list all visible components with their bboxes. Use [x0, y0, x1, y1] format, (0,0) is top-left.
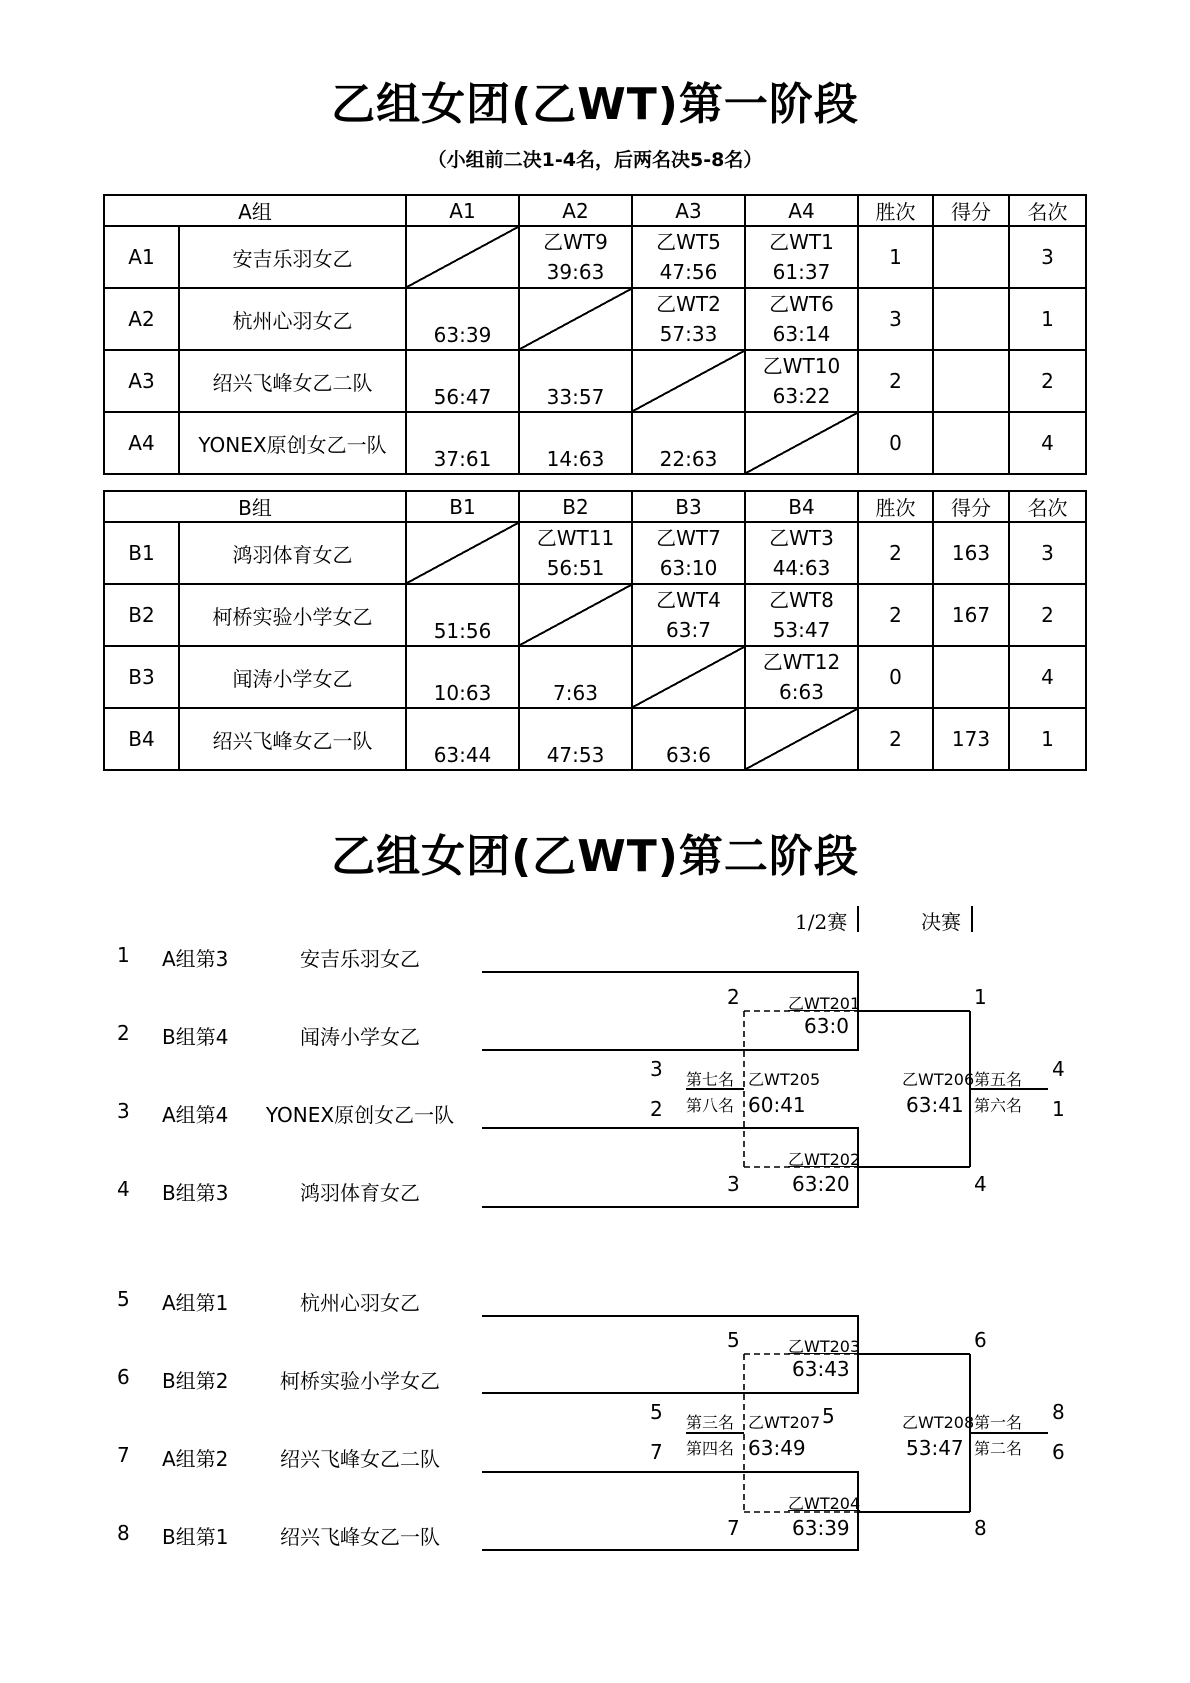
m208-second: 6: [1052, 1440, 1065, 1464]
team-name: 杭州心羽女乙: [179, 288, 406, 350]
rank-cell: 4: [1009, 646, 1086, 708]
team-id: B2: [104, 584, 179, 646]
seed-team: 绍兴飞峰女乙二队: [280, 1447, 440, 1471]
score-cell: 173: [933, 708, 1009, 770]
seed-team: YONEX原创女乙一队: [265, 1103, 455, 1127]
team-id: B4: [104, 708, 179, 770]
wins-cell: 1: [858, 226, 933, 288]
col-header-a2: A2: [519, 195, 632, 226]
match-score: 63:10: [659, 556, 718, 580]
seed-position: B组第1: [162, 1525, 229, 1549]
seed-number: 6: [117, 1365, 130, 1389]
match-cell: [632, 226, 745, 288]
match-code: 乙WT6: [769, 292, 834, 316]
match-code: 乙WT1: [769, 230, 834, 254]
rank-cell: 1: [1009, 708, 1086, 770]
m206-bottom-in: 4: [974, 1172, 987, 1196]
m205-place-b: 第八名: [686, 1096, 735, 1115]
match-cell: [632, 522, 745, 584]
team-name: 绍兴飞峰女乙一队: [179, 708, 406, 770]
team-name: YONEX原创女乙一队: [179, 412, 406, 474]
team-name: 绍兴飞峰女乙二队: [179, 350, 406, 412]
diagonal-cell: [632, 646, 745, 708]
diagonal-cell: [745, 708, 858, 770]
m207-first: 5: [650, 1400, 663, 1424]
m208-code: 乙WT208: [902, 1413, 975, 1432]
m208-place-b: 第二名: [974, 1439, 1023, 1458]
m206-code: 乙WT206: [902, 1070, 975, 1089]
match-score: 53:47: [772, 618, 831, 642]
match-result-cell: [406, 412, 519, 474]
score-cell: [933, 288, 1009, 350]
match-score: 47:53: [546, 743, 605, 767]
seed-team: 绍兴飞峰女乙一队: [280, 1525, 440, 1549]
score-cell: 167: [933, 584, 1009, 646]
match-score: 56:51: [546, 556, 605, 580]
col-header-rank: 名次: [1009, 195, 1086, 226]
seed-number: 8: [117, 1521, 130, 1545]
team-row: [104, 522, 1086, 584]
team-row: [104, 412, 1086, 474]
match-cell: [632, 584, 745, 646]
m205-score: 60:41: [748, 1093, 806, 1117]
match-code: 乙WT7: [656, 526, 721, 550]
match-cell: [745, 350, 858, 412]
group-b-header: B组: [104, 491, 406, 522]
match-code: 乙WT10: [762, 354, 841, 378]
seed-team: 杭州心羽女乙: [300, 1291, 420, 1315]
seed-position: A组第1: [162, 1291, 229, 1315]
m208-first: 8: [1052, 1400, 1065, 1424]
team-id: A2: [104, 288, 179, 350]
match-result-cell: [406, 350, 519, 412]
m204-score: 63:39: [792, 1516, 850, 1540]
match-score: 10:63: [433, 681, 492, 705]
match-score: 57:33: [659, 322, 718, 346]
col-header-wins: 胜次: [858, 491, 933, 522]
score-cell: [933, 646, 1009, 708]
team-row: [104, 350, 1086, 412]
score-cell: [933, 350, 1009, 412]
m206-top-in: 1: [974, 985, 987, 1009]
m203-winner: 5: [727, 1328, 740, 1352]
match-score: 63:44: [433, 743, 492, 767]
match-score: 7:63: [553, 681, 598, 705]
match-result-cell: [632, 412, 745, 474]
wins-cell: 0: [858, 412, 933, 474]
group-a-header: A组: [104, 195, 406, 226]
col-header-b3: B3: [632, 491, 745, 522]
match-cell: [745, 646, 858, 708]
stage1-subtitle: （小组前二决1-4名，后两名决5-8名）: [427, 149, 763, 171]
round-final-label: 决赛: [921, 910, 961, 934]
seed-team: 闻涛小学女乙: [300, 1025, 420, 1049]
m202-score: 63:20: [792, 1172, 850, 1196]
diagonal-cell: [745, 412, 858, 474]
col-header-a3: A3: [632, 195, 745, 226]
seed-number: 2: [117, 1021, 130, 1045]
m207-place-a: 第三名: [686, 1413, 735, 1432]
team-id: A4: [104, 412, 179, 474]
seed-number: 1: [117, 943, 130, 967]
match-result-cell: [406, 584, 519, 646]
m201-winner: 2: [727, 985, 740, 1009]
m205-code: 乙WT205: [748, 1070, 821, 1089]
match-score: 47:56: [659, 260, 718, 284]
match-result-cell: [632, 708, 745, 770]
wins-cell: 3: [858, 288, 933, 350]
match-result-cell: [519, 708, 632, 770]
col-header-score: 得分: [933, 491, 1009, 522]
rank-cell: 2: [1009, 350, 1086, 412]
col-header-wins: 胜次: [858, 195, 933, 226]
diagonal-cell: [519, 288, 632, 350]
diagonal-cell: [406, 522, 519, 584]
match-score: 39:63: [546, 260, 605, 284]
round-semi-label: 1/2赛: [795, 910, 848, 934]
m207-score: 63:49: [748, 1436, 806, 1460]
match-cell: [632, 288, 745, 350]
match-score: 22:63: [659, 447, 718, 471]
seed-position: A组第2: [162, 1447, 229, 1471]
m206-place-b: 第六名: [974, 1096, 1023, 1115]
match-score: 61:37: [772, 260, 831, 284]
wins-cell: 2: [858, 708, 933, 770]
team-name: 鸿羽体育女乙: [179, 522, 406, 584]
m203-code: 乙WT203: [788, 1337, 861, 1356]
rank-cell: 4: [1009, 412, 1086, 474]
team-row: [104, 584, 1086, 646]
match-code: 乙WT8: [769, 588, 834, 612]
match-code: 乙WT4: [656, 588, 721, 612]
wins-cell: 2: [858, 350, 933, 412]
m205-second: 2: [650, 1097, 663, 1121]
m206-second: 1: [1052, 1097, 1065, 1121]
rank-cell: 3: [1009, 226, 1086, 288]
m206-score: 63:41: [906, 1093, 964, 1117]
score-cell: [933, 412, 1009, 474]
match-code: 乙WT12: [762, 650, 841, 674]
seed-position: B组第3: [162, 1181, 229, 1205]
seed-position: A组第3: [162, 947, 229, 971]
m207-place-b: 第四名: [686, 1439, 735, 1458]
diagonal-cell: [406, 226, 519, 288]
m201-score: 63:0: [804, 1014, 849, 1038]
team-row: [104, 708, 1086, 770]
match-score: 63:22: [772, 384, 831, 408]
m208-top-in: 6: [974, 1328, 987, 1352]
diagonal-cell: [632, 350, 745, 412]
match-code: 乙WT2: [656, 292, 721, 316]
seed-number: 3: [117, 1099, 130, 1123]
m206-place-a: 第五名: [974, 1070, 1023, 1089]
match-result-cell: [519, 412, 632, 474]
m201-code: 乙WT201: [788, 994, 861, 1013]
col-header-a4: A4: [745, 195, 858, 226]
col-header-b4: B4: [745, 491, 858, 522]
col-header-a1: A1: [406, 195, 519, 226]
seed-position: B组第4: [162, 1025, 229, 1049]
team-row: [104, 226, 1086, 288]
seed-team: 柯桥实验小学女乙: [280, 1369, 440, 1393]
match-cell: [519, 226, 632, 288]
m204-winner: 7: [727, 1516, 740, 1540]
match-cell: [519, 522, 632, 584]
col-header-rank: 名次: [1009, 491, 1086, 522]
seed-position: A组第4: [162, 1103, 229, 1127]
m203-score: 63:43: [792, 1357, 850, 1381]
match-score: 44:63: [772, 556, 831, 580]
match-code: 乙WT9: [543, 230, 608, 254]
match-result-cell: [519, 646, 632, 708]
match-score: 37:61: [433, 447, 492, 471]
seed-position: B组第2: [162, 1369, 229, 1393]
m207-second: 7: [650, 1440, 663, 1464]
m202-winner: 3: [727, 1172, 740, 1196]
m207-code: 乙WT207: [748, 1413, 821, 1432]
score-cell: 163: [933, 522, 1009, 584]
match-score: 6:63: [779, 680, 824, 704]
m205-place-a: 第七名: [686, 1070, 735, 1089]
score-cell: [933, 226, 1009, 288]
match-score: 63:6: [666, 743, 711, 767]
match-result-cell: [406, 646, 519, 708]
m206-first: 4: [1052, 1057, 1065, 1081]
seed-team: 鸿羽体育女乙: [300, 1181, 420, 1205]
team-id: A1: [104, 226, 179, 288]
team-id: B1: [104, 522, 179, 584]
match-result-cell: [519, 350, 632, 412]
team-row: [104, 646, 1086, 708]
team-name: 闻涛小学女乙: [179, 646, 406, 708]
wins-cell: 2: [858, 584, 933, 646]
match-result-cell: [406, 288, 519, 350]
match-score: 14:63: [546, 447, 605, 471]
match-cell: [745, 288, 858, 350]
match-score: 33:57: [546, 385, 605, 409]
stage2-title: 乙组女团(乙WT)第二阶段: [331, 831, 859, 882]
team-id: B3: [104, 646, 179, 708]
match-score: 56:47: [433, 385, 492, 409]
seed-number: 4: [117, 1177, 130, 1201]
match-code: 乙WT11: [536, 526, 615, 550]
m208-score: 53:47: [906, 1436, 964, 1460]
rank-cell: 1: [1009, 288, 1086, 350]
group-b-table: [103, 490, 1087, 771]
team-name: 安吉乐羽女乙: [179, 226, 406, 288]
m208-place-a: 第一名: [974, 1413, 1023, 1432]
wins-cell: 2: [858, 522, 933, 584]
match-cell: [745, 584, 858, 646]
m202-code: 乙WT202: [788, 1150, 861, 1169]
col-header-b2: B2: [519, 491, 632, 522]
rank-cell: 2: [1009, 584, 1086, 646]
match-code: 乙WT5: [656, 230, 721, 254]
match-result-cell: [406, 708, 519, 770]
diagonal-cell: [519, 584, 632, 646]
match-cell: [745, 226, 858, 288]
m205-first: 3: [650, 1057, 663, 1081]
match-cell: [745, 522, 858, 584]
match-score: 63:39: [433, 323, 492, 347]
match-score: 63:14: [772, 322, 831, 346]
stage1-title: 乙组女团(乙WT)第一阶段: [331, 79, 859, 130]
col-header-b1: B1: [406, 491, 519, 522]
team-name: 柯桥实验小学女乙: [179, 584, 406, 646]
team-row: [104, 288, 1086, 350]
match-score: 51:56: [433, 619, 492, 643]
rank-cell: 3: [1009, 522, 1086, 584]
wins-cell: 0: [858, 646, 933, 708]
match-score: 63:7: [666, 618, 711, 642]
col-header-score: 得分: [933, 195, 1009, 226]
group-a-table: [103, 194, 1087, 475]
team-id: A3: [104, 350, 179, 412]
seed-number: 7: [117, 1443, 130, 1467]
m207-extra: 5: [822, 1404, 835, 1428]
m208-bottom-in: 8: [974, 1516, 987, 1540]
m204-code: 乙WT204: [788, 1494, 861, 1513]
match-code: 乙WT3: [769, 526, 834, 550]
seed-team: 安吉乐羽女乙: [300, 947, 420, 971]
seed-number: 5: [117, 1287, 130, 1311]
